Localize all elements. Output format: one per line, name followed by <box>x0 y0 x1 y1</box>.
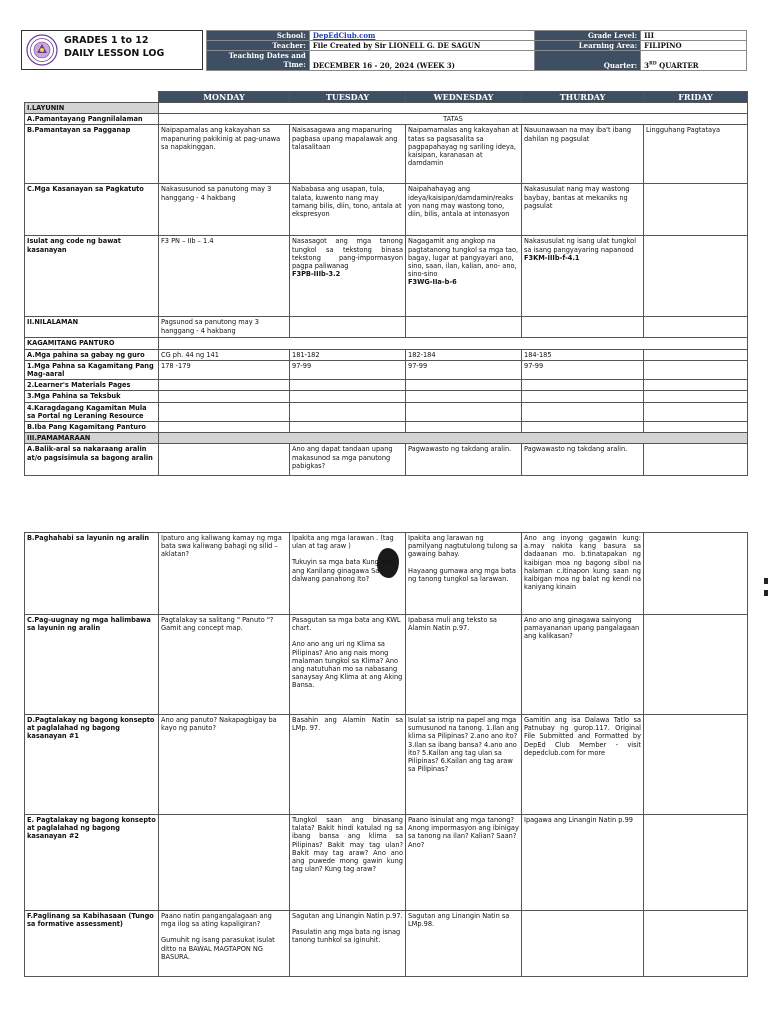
grade-level-value: III <box>641 31 747 41</box>
cell-monday <box>159 444 290 476</box>
row-label: C.Mga Kasanayan sa Pagkatuto <box>25 184 159 236</box>
lesson-log-page-part-2 <box>0 528 768 1024</box>
day-thursday: THURDAY <box>522 92 644 103</box>
cell-paragraph: Gumuhit ng isang parasukat isulat ditto na BAWAL MAGTAPON NG BASURA. <box>161 936 275 961</box>
cell-wednesday <box>406 402 522 421</box>
quarter-label: Quarter: <box>535 51 641 71</box>
row-label: II.NILALAMAN <box>25 317 159 338</box>
log-title <box>64 34 164 60</box>
cell-tuesday: 97-99 <box>290 360 406 379</box>
row-label: B.Iba Pang Kagamitang Panturo <box>25 422 159 433</box>
cell-thursday: Nauunawaan na may iba't ibang dahilan ng pagsulat <box>522 125 644 184</box>
table-row <box>25 715 748 815</box>
cell-tuesday: Naisasagawa ang mapanuring pagbasa upang mapalawak ang talasalitaan <box>290 125 406 184</box>
cell-tuesday <box>290 615 406 715</box>
cell-thursday: Pagwawasto ng takdang aralin. <box>522 444 644 476</box>
cell-paragraph: Ano ano ang uri ng Klima sa Pilipinas? Ano ang nais mong malaman tungkol sa Klima? Ano ang natutuhan mo sa nabasang sanaysay Ang Klima at ang Aking Bansa. <box>292 640 403 690</box>
row-label: A.Pamantayang Pangnilalaman <box>25 114 159 125</box>
cell-monday <box>159 815 290 911</box>
quarter-suffix: RD <box>649 61 657 67</box>
cell-monday: Ipaturo ang kaliwang kamay ng mga bata swa kaliwang bahagi ng silid – aklatan? <box>159 533 290 615</box>
cell-wednesday <box>406 236 522 317</box>
row-label: B.Paghahabi sa layunin ng aralin <box>25 533 159 615</box>
cell-tuesday <box>290 317 406 338</box>
cell-thursday <box>522 402 644 421</box>
section-row <box>25 433 748 444</box>
cell-thursday: Ano ang inyong gagawin kung: a.may nakita kang basura sa dadaanan mo. b.tinatapakan ng kaibigan moa ng bagong sibol na halaman c.itinapon kung saan ng kaibigan moa ng balat ng kendi na kaniyang kinain <box>522 533 644 615</box>
cell-wednesday: Ipabasa muli ang teksto sa Alamin Natin p.97. <box>406 615 522 715</box>
cell-wednesday <box>406 317 522 338</box>
cell-thursday <box>522 391 644 402</box>
title-box <box>21 30 203 70</box>
row-label: KAGAMITANG PANTURO <box>25 338 159 349</box>
teaching-dates-value: DECEMBER 16 - 20, 2024 (WEEK 3) <box>309 51 535 71</box>
school-link[interactable]: DepEdClub.com <box>309 31 535 41</box>
cell-friday <box>644 533 748 615</box>
cell-paragraph: Hayaang gumawa ang mga bata ng tanong tungkol sa larawan. <box>408 566 516 583</box>
deped-seal-icon <box>26 34 58 66</box>
code-description: Nagagamit ang angkop na pagtatanong tungkol sa mga tao, bagay, lugar at pangyayari ano, sino, saan, ilan, kalian, ano- ano, sino-sino <box>408 237 519 279</box>
empty-cell <box>159 103 748 114</box>
row-label: A.Balik-aral sa nakaraang aralin at/o pagsisimula sa bagong aralin <box>25 444 159 476</box>
cell-friday <box>644 236 748 317</box>
row-label: B.Pamantayan sa Pagganap <box>25 125 159 184</box>
cell-friday <box>644 444 748 476</box>
cell-friday <box>644 815 748 911</box>
header-info-table <box>206 30 747 71</box>
cell-wednesday: 97-99 <box>406 360 522 379</box>
corner-blank <box>25 92 159 103</box>
cell-wednesday: Pagwawasto ng takdang aralin. <box>406 444 522 476</box>
cell-friday <box>644 317 748 338</box>
cell-tuesday: Basahin ang Alamin Natin sa LMp. 97. <box>290 715 406 815</box>
table-row <box>25 184 748 236</box>
day-monday: MONDAY <box>159 92 290 103</box>
table-row <box>25 422 748 433</box>
cell-friday: Lingguhang Pagtataya <box>644 125 748 184</box>
empty-cell <box>159 338 748 349</box>
cell-friday <box>644 380 748 391</box>
cell-tuesday: Ano ang dapat tandaan upang makasunod sa mga panutong pabigkas? <box>290 444 406 476</box>
cell-thursday <box>522 236 644 317</box>
table-row <box>25 380 748 391</box>
table-row <box>25 615 748 715</box>
teaching-dates-label-line2: Time: <box>283 59 306 69</box>
table-row <box>25 114 748 125</box>
table-row <box>25 815 748 911</box>
competency-code: F3WG-IIa-b-6 <box>408 278 457 287</box>
cell-monday: CG ph. 44 ng 141 <box>159 349 290 360</box>
cell-monday: F3 PN – IIb – 1.4 <box>159 236 290 317</box>
table-row <box>25 349 748 360</box>
table-row <box>25 125 748 184</box>
cell-friday <box>644 911 748 977</box>
row-label: A.Mga pahina sa gabay ng guro <box>25 349 159 360</box>
cell-thursday <box>522 422 644 433</box>
cell-monday: 178 -179 <box>159 360 290 379</box>
pamantayan-value: TATAS <box>159 114 748 125</box>
cell-thursday: Gamitin ang isa Dalawa Tatlo sa Patnubay ng gurop.117. Original File Submitted and Formatted by DepEd Club Member - visit depedclub.com for more <box>522 715 644 815</box>
table-row <box>25 444 748 476</box>
section-pamamaraan: III.PAMAMARAAN <box>25 433 159 444</box>
row-label: Isulat ang code ng bawat kasanayan <box>25 236 159 317</box>
teacher-value: File Created by Sir LIONELL G. DE SAGUN <box>309 41 535 51</box>
lesson-table-part-1 <box>24 91 748 476</box>
competency-code: F3KM-IIIb-f-4.1 <box>524 253 580 262</box>
table-row <box>25 236 748 317</box>
lesson-table-part-2 <box>24 532 748 977</box>
table-row <box>25 360 748 379</box>
table-row <box>25 317 748 338</box>
quarter-word: QUARTER <box>656 61 699 70</box>
cell-tuesday <box>290 422 406 433</box>
table-row <box>25 338 748 349</box>
table-row <box>25 533 748 615</box>
cell-monday: Pagtalakay sa salitang " Panuto "? Gamit ang concept map. <box>159 615 290 715</box>
cell-wednesday: Paano isinulat ang mga tanong? Anong impormasyon ang ibinigay sa tanong na ilan? Kalian? Saan? Ano? <box>406 815 522 911</box>
cell-paragraph: Ipakita ang larawan ng pamilyang nagtutulong tulong sa gawaing bahay. <box>408 534 518 559</box>
cell-monday <box>159 391 290 402</box>
cell-wednesday <box>406 391 522 402</box>
cell-monday <box>159 402 290 421</box>
day-friday: FRIDAY <box>644 92 748 103</box>
day-wednesday: WEDNESDAY <box>406 92 522 103</box>
cell-friday <box>644 360 748 379</box>
cell-thursday: Ano ano ang ginagawa sainyong pamayananan upang pangalagaan ang kalikasan? <box>522 615 644 715</box>
cell-friday <box>644 391 748 402</box>
cell-wednesday <box>406 422 522 433</box>
row-label: 3.Mga Pahina sa Teksbuk <box>25 391 159 402</box>
cell-wednesday: Isulat sa istrip na papel ang mga sumusunod na tanong. 1.Ilan ang klima sa Pilipinas? 2.ano ano ito? 3.Ilan sa ibang bansa? 4.ano ano ito? 5.Kailan ang tag ulan sa Pilipinas? 6.Kailan ang tag araw sa Pilipinas? <box>406 715 522 815</box>
row-label: D.Pagtalakay ng bagong konsepto at paglalahad ng bagong kasanayan #1 <box>25 715 159 815</box>
cell-tuesday <box>290 236 406 317</box>
grade-level-label: Grade Level: <box>535 31 641 41</box>
section-row <box>25 103 748 114</box>
cell-friday <box>644 402 748 421</box>
cell-paragraph: Ipakita ang mga larawan . (tag ulan at tag araw ) <box>292 534 394 551</box>
cell-wednesday: Sagutan ang Linangin Natin sa LMp.98. <box>406 911 522 977</box>
cell-thursday <box>522 380 644 391</box>
cell-wednesday: 182-184 <box>406 349 522 360</box>
cell-monday <box>159 380 290 391</box>
cell-tuesday: Tungkol saan ang binasang talata? Bakit hindi katulad ng sa ibang bansa ang klima sa Pilipinas? Bakit may tag ulan? Bakit may tag araw? Ano ano ang puwede mong gawin kung tag ulan? Kung tag araw? <box>290 815 406 911</box>
page-edge-mark <box>764 578 768 584</box>
section-layunin: I.LAYUNIN <box>25 103 159 114</box>
cell-friday <box>644 349 748 360</box>
table-row <box>25 402 748 421</box>
cell-friday <box>644 615 748 715</box>
row-label: E. Pagtalakay ng bagong konsepto at paglalahad ng bagong kasanayan #2 <box>25 815 159 911</box>
cell-monday: Pagsunod sa panutong may 3 hanggang - 4 hakbang <box>159 317 290 338</box>
cell-tuesday <box>290 391 406 402</box>
row-label: 1.Mga Pahna sa Kagamitang Pang Mag-aaral <box>25 360 159 379</box>
day-tuesday: TUESDAY <box>290 92 406 103</box>
cell-friday <box>644 184 748 236</box>
row-label: 4.Karagdagang Kagamitan Mula sa Portal ng Leraning Resource <box>25 402 159 421</box>
school-label: School: <box>207 31 310 41</box>
cell-thursday: Ipagawa ang Linangin Natin p.99 <box>522 815 644 911</box>
row-label: C.Pag-uugnay ng mga halimbawa sa layunin ng aralin <box>25 615 159 715</box>
cell-thursday: 97-99 <box>522 360 644 379</box>
log-title-line2: DAILY LESSON LOG <box>64 48 165 59</box>
teacher-label: Teacher: <box>207 41 310 51</box>
cell-paragraph: Paano natin pangangalagaan ang mga ilog sa ating kapaligiran? <box>161 912 272 929</box>
lesson-log-page-part-1 <box>0 0 768 470</box>
code-description: Nakasusulat ng isang ulat tungkol sa isang pangyayaring napanood <box>524 237 637 254</box>
cell-tuesday <box>290 380 406 391</box>
cell-monday: Naipapamalas ang kakayahan sa mapanuring pakikinig at pag-unawa sa napakinggan. <box>159 125 290 184</box>
cell-wednesday <box>406 533 522 615</box>
cell-paragraph: Pasagutan sa mga bata ang KWL chart. <box>292 616 401 633</box>
quarter-number: 3 <box>644 61 650 70</box>
teaching-dates-label <box>207 51 310 71</box>
quarter-value <box>641 51 747 71</box>
cell-paragraph: Sagutan ang Linangin Natin p.97. <box>292 912 403 920</box>
learning-area-label: Learning Area: <box>535 41 641 51</box>
table-row <box>25 391 748 402</box>
cell-monday: Nakasusunod sa panutong may 3 hanggang - 4 hakbang <box>159 184 290 236</box>
empty-cell <box>159 433 748 444</box>
cell-friday <box>644 715 748 815</box>
cell-paragraph: Tukuyin sa mga bata Kung ano ang Kanilang ginagawa Sa dalwang panahong Ito? <box>292 558 394 583</box>
cell-tuesday: 181-182 <box>290 349 406 360</box>
cell-monday <box>159 422 290 433</box>
teaching-dates-label-line1: Teaching Dates and <box>228 51 306 60</box>
table-row <box>25 911 748 977</box>
cell-wednesday: Naipahahayag ang ideya/kaisipan/damdamin/reaks yon nang may wastong tono, diin, bilis, antala at intonasyon <box>406 184 522 236</box>
cell-thursday: 184-185 <box>522 349 644 360</box>
cell-wednesday <box>406 380 522 391</box>
cell-tuesday <box>290 402 406 421</box>
cell-thursday <box>522 317 644 338</box>
competency-code: F3PB-IIIb-3.2 <box>292 270 341 279</box>
learning-area-value: FILIPINO <box>641 41 747 51</box>
row-label: 2.Learner's Materials Pages <box>25 380 159 391</box>
code-description: Nasasagot ang mga tanong tungkol sa tekstong binasa tekstong pang-impormasyon pagpa paliwanag <box>292 237 403 271</box>
page-edge-mark <box>764 590 768 596</box>
cell-monday: Ano ang panuto? Nakapagbigay ba kayo ng panuto? <box>159 715 290 815</box>
cell-thursday: Nakasusulat nang may wastong baybay, bantas at mekaniks ng pagsulat <box>522 184 644 236</box>
cell-thursday <box>522 911 644 977</box>
row-label: F.Paglinang sa Kabihasaan (Tungo sa formative assessment) <box>25 911 159 977</box>
log-title-line1: GRADES 1 to 12 <box>64 35 149 46</box>
cell-monday <box>159 911 290 977</box>
cell-tuesday: Nababasa ang usapan, tula, talata, kuwento nang may tamang bilis, diin, tono, antala at ekspresyon <box>290 184 406 236</box>
cell-friday <box>644 422 748 433</box>
cell-paragraph: Pasulatin ang mga bata ng isnag tanong tunhkol sa iginuhit. <box>292 928 401 945</box>
cell-wednesday: Naipamamalas ang kakayahan at tatas sa pagsasalita sa pagpapahayag ng sariling ideya, kaisipan, karanasan at damdamin <box>406 125 522 184</box>
cell-tuesday <box>290 911 406 977</box>
cell-tuesday <box>290 533 406 615</box>
